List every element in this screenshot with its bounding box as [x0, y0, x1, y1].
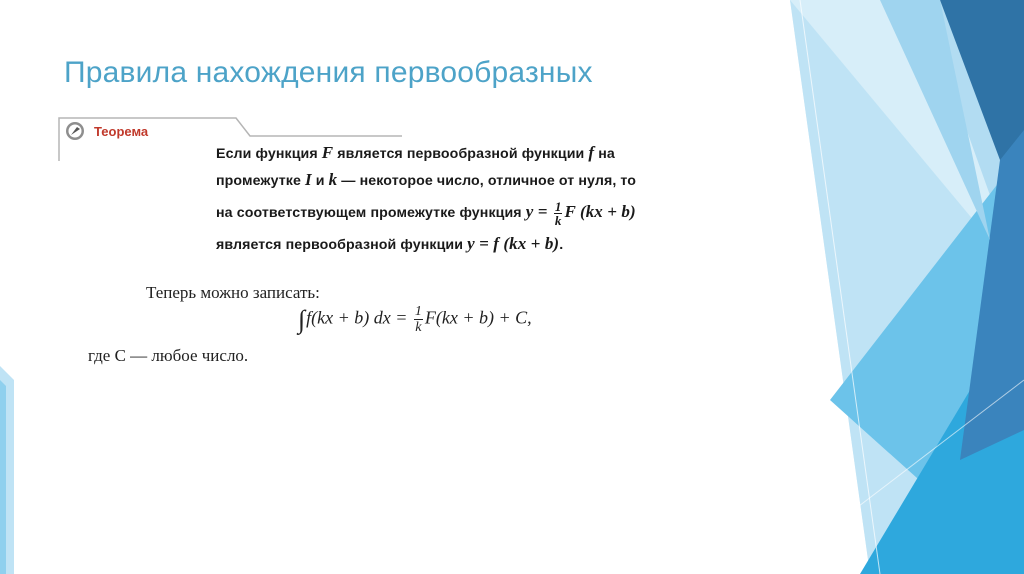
note-intro: Теперь можно записать: [146, 283, 320, 302]
theorem-line-4: является первообразной функции y = f (kx + b). [216, 234, 564, 253]
theorem-text [216, 140, 716, 258]
theorem-label: Теорема [94, 124, 149, 139]
theorem-fraction: $\frac{1}{k}$ [554, 198, 562, 228]
theorem-line-1: Если функция F является первообразной функции f на [216, 143, 615, 162]
theorem-line-3: на соответствующем промежутке функция y = $\frac{1}{k}$ F (kx + b) [216, 198, 636, 228]
formula-fraction: $\frac{1}{k}$ [414, 304, 422, 335]
integral-sign: ∫ [298, 304, 306, 334]
note-where: где C — любое число. [88, 346, 249, 365]
integral-formula: ∫f(kx + b) dx = $\frac{1}{k}$ F(kx + b) + C, [298, 304, 532, 335]
slide-title: Правила нахождения первообразных [64, 56, 593, 89]
theorem-line-2: промежутке I и k — некоторое число, отличное от нуля, то [216, 170, 637, 189]
